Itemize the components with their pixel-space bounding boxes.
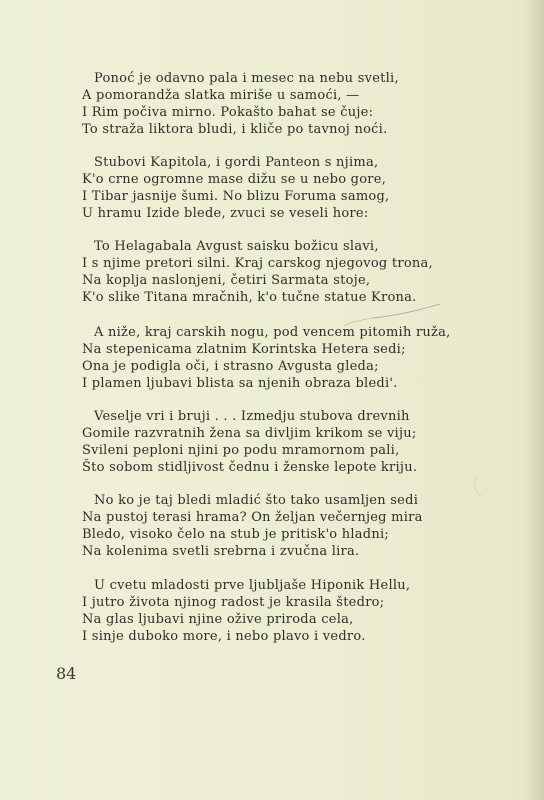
- faint-mark: [475, 476, 482, 496]
- poem-line: Bledo, visoko čelo na stub je pritisk'o hladni;: [82, 527, 389, 542]
- poem-line: To straža liktora bludi, i kliče po tavnoj noći.: [82, 122, 388, 137]
- poem-line: Gomile razvratnih žena sa divljim krikom se viju;: [82, 426, 417, 441]
- poem-line: Stubovi Kapitola, i gordi Panteon s njima,: [94, 155, 379, 170]
- pencil-stroke: [344, 318, 372, 326]
- poem-line: Na glas ljubavi njine ožive priroda cela,: [82, 612, 354, 627]
- poem-line: I s njime pretori silni. Kraj carskog njegovog trona,: [82, 256, 433, 271]
- poem-line: A pomorandža slatka miriše u samoći, —: [82, 88, 360, 103]
- poem-line: Veselje vri i bruji . . . Izmedju stubova drevnih: [94, 409, 410, 424]
- poem-line: Na kolenima svetli srebrna i zvučna lira.: [82, 544, 360, 559]
- pencil-stroke: [372, 304, 440, 318]
- poem-line: I Tibar jasnije šumi. No blizu Foruma samog,: [82, 189, 390, 204]
- poem-line: I sinje duboko more, i nebo plavo i vedro.: [82, 629, 366, 644]
- poem-line: Na pustoj terasi hrama? On željan večernjeg mira: [82, 510, 423, 525]
- poem-line: U hramu Izide blede, zvuci se veseli hore:: [82, 206, 369, 221]
- poem-line: I plamen ljubavi blista sa njenih obraza bledi'.: [82, 376, 398, 391]
- page-number: 84: [56, 664, 77, 683]
- poem-line: I Rim počiva mirno. Pokašto bahat se čuje:: [82, 105, 374, 120]
- poem-line: No ko je taj bledi mladić što tako usamljen sedi: [94, 493, 419, 508]
- poem-line: To Helagabala Avgust saisku božicu slavi,: [94, 239, 379, 254]
- poem-line: U cvetu mladosti prve ljubljaše Hiponik Hellu,: [94, 578, 411, 593]
- poem-line: Ponoć je odavno pala i mesec na nebu svetli,: [94, 71, 399, 86]
- poem-line: K'o slike Titana mračnih, k'o tučne statue Krona.: [82, 290, 417, 305]
- poem-line: I jutro života njinog radost je krasila štedro;: [82, 595, 385, 610]
- poem-line: Na stepenicama zlatnim Korintska Hetera sedi;: [82, 342, 406, 357]
- poem-line: Što sobom stidljivost čednu i ženske lepote kriju.: [82, 460, 418, 475]
- poem-line: K'o crne ogromne mase dižu se u nebo gore,: [82, 172, 387, 187]
- poem-line: Ona je podigla oči, i strasno Avgusta gleda;: [82, 359, 379, 374]
- poem-line: Svileni peploni njini po podu mramornom pali,: [82, 443, 400, 458]
- poem-line: Na koplja naslonjeni, četiri Sarmata stoje,: [82, 273, 371, 288]
- poem-line: A niže, kraj carskih nogu, pod vencem pitomih ruža,: [94, 325, 451, 340]
